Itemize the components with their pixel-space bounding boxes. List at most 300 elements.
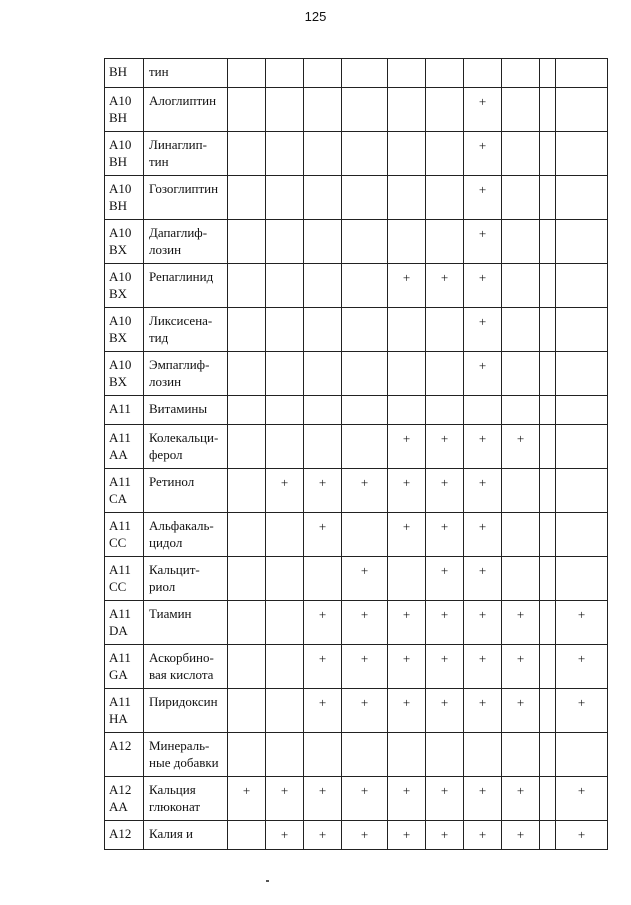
mark-cell: + bbox=[304, 469, 342, 513]
mark-cell bbox=[266, 59, 304, 88]
atc-code-line: A10 bbox=[109, 181, 132, 196]
drug-name-line: тин bbox=[149, 154, 169, 169]
drug-name-line: Дапаглиф- bbox=[149, 225, 208, 240]
mark-cell: + bbox=[426, 425, 464, 469]
mark-cell: + bbox=[426, 264, 464, 308]
table-row bbox=[105, 425, 608, 469]
table-row bbox=[105, 733, 608, 777]
mark-cell bbox=[388, 59, 426, 88]
atc-code-cell bbox=[105, 220, 144, 264]
atc-code-line: BX bbox=[109, 286, 128, 301]
drug-name-cell bbox=[144, 308, 228, 352]
mark-cell: + bbox=[464, 821, 502, 850]
mark-cell bbox=[388, 88, 426, 132]
drug-name-cell bbox=[144, 396, 228, 425]
mark-cell: + bbox=[464, 88, 502, 132]
mark-cell bbox=[556, 733, 608, 777]
table-row bbox=[105, 821, 608, 850]
table-row bbox=[105, 308, 608, 352]
mark-cell bbox=[266, 645, 304, 689]
table-row bbox=[105, 469, 608, 513]
mark-cell bbox=[266, 308, 304, 352]
drug-name-cell bbox=[144, 264, 228, 308]
mark-cell bbox=[228, 557, 266, 601]
atc-code-line: A10 bbox=[109, 93, 132, 108]
mark-cell bbox=[342, 220, 388, 264]
mark-cell bbox=[540, 220, 556, 264]
mark-cell bbox=[228, 176, 266, 220]
drug-name-line: тид bbox=[149, 330, 169, 345]
mark-cell bbox=[228, 308, 266, 352]
drug-name-line: лозин bbox=[149, 242, 182, 257]
mark-cell bbox=[540, 645, 556, 689]
atc-code-line: A11 bbox=[109, 606, 131, 621]
mark-cell bbox=[304, 308, 342, 352]
mark-cell bbox=[426, 352, 464, 396]
mark-cell bbox=[556, 425, 608, 469]
mark-cell: + bbox=[426, 821, 464, 850]
atc-code-line: BH bbox=[109, 64, 128, 79]
table-row bbox=[105, 264, 608, 308]
atc-code-line: BH bbox=[109, 154, 128, 169]
atc-code-line: A10 bbox=[109, 313, 132, 328]
mark-cell bbox=[304, 425, 342, 469]
drug-name-cell bbox=[144, 59, 228, 88]
mark-cell bbox=[426, 733, 464, 777]
mark-cell bbox=[556, 308, 608, 352]
atc-code-cell bbox=[105, 513, 144, 557]
drug-name-line: Тиамин bbox=[149, 606, 192, 621]
drug-name-line: Кальцит- bbox=[149, 562, 200, 577]
atc-code-line: A11 bbox=[109, 694, 131, 709]
mark-cell bbox=[266, 733, 304, 777]
mark-cell: + bbox=[304, 513, 342, 557]
atc-code-cell bbox=[105, 645, 144, 689]
atc-code-cell bbox=[105, 88, 144, 132]
mark-cell bbox=[556, 264, 608, 308]
mark-cell bbox=[540, 59, 556, 88]
mark-cell bbox=[502, 88, 540, 132]
mark-cell: + bbox=[464, 220, 502, 264]
mark-cell: + bbox=[388, 645, 426, 689]
mark-cell bbox=[228, 352, 266, 396]
mark-cell bbox=[342, 264, 388, 308]
drug-name-line: Алоглиптин bbox=[149, 93, 217, 108]
mark-cell bbox=[388, 352, 426, 396]
mark-cell: + bbox=[502, 777, 540, 821]
mark-cell bbox=[304, 220, 342, 264]
mark-cell bbox=[304, 59, 342, 88]
table-row bbox=[105, 513, 608, 557]
mark-cell: + bbox=[556, 821, 608, 850]
atc-drug-table bbox=[104, 58, 608, 850]
mark-cell bbox=[228, 132, 266, 176]
drug-name-cell bbox=[144, 733, 228, 777]
atc-code-line: A10 bbox=[109, 269, 132, 284]
table-row bbox=[105, 777, 608, 821]
mark-cell bbox=[342, 176, 388, 220]
table-row bbox=[105, 88, 608, 132]
drug-name-line: вая кислота bbox=[149, 667, 214, 682]
mark-cell: + bbox=[228, 777, 266, 821]
mark-cell bbox=[540, 176, 556, 220]
table-row bbox=[105, 689, 608, 733]
atc-code-line: BX bbox=[109, 330, 128, 345]
mark-cell: + bbox=[426, 513, 464, 557]
mark-cell bbox=[228, 601, 266, 645]
mark-cell bbox=[228, 220, 266, 264]
drug-name-line: Репаглинид bbox=[149, 269, 214, 284]
mark-cell: + bbox=[502, 821, 540, 850]
mark-cell bbox=[556, 88, 608, 132]
mark-cell bbox=[540, 733, 556, 777]
drug-name-cell bbox=[144, 352, 228, 396]
mark-cell bbox=[556, 396, 608, 425]
atc-code-cell bbox=[105, 425, 144, 469]
table-row bbox=[105, 176, 608, 220]
mark-cell bbox=[502, 132, 540, 176]
atc-code-cell bbox=[105, 176, 144, 220]
mark-cell bbox=[502, 396, 540, 425]
drug-name-cell bbox=[144, 176, 228, 220]
mark-cell bbox=[342, 59, 388, 88]
mark-cell: + bbox=[464, 132, 502, 176]
drug-name-line: Ретинол bbox=[149, 474, 195, 489]
drug-name-cell bbox=[144, 469, 228, 513]
mark-cell: + bbox=[304, 601, 342, 645]
atc-code-cell bbox=[105, 264, 144, 308]
drug-name-cell bbox=[144, 557, 228, 601]
mark-cell bbox=[426, 396, 464, 425]
mark-cell bbox=[464, 733, 502, 777]
mark-cell bbox=[556, 176, 608, 220]
atc-code-cell bbox=[105, 308, 144, 352]
mark-cell: + bbox=[388, 264, 426, 308]
drug-name-cell bbox=[144, 689, 228, 733]
mark-cell bbox=[502, 469, 540, 513]
mark-cell bbox=[540, 469, 556, 513]
mark-cell: + bbox=[388, 469, 426, 513]
mark-cell bbox=[502, 59, 540, 88]
mark-cell bbox=[304, 396, 342, 425]
drug-name-line: Линаглип- bbox=[149, 137, 207, 152]
atc-code-line: A12 bbox=[109, 782, 132, 797]
table-row bbox=[105, 601, 608, 645]
atc-code-line: A11 bbox=[109, 650, 131, 665]
drug-name-line: глюконат bbox=[149, 799, 201, 814]
mark-cell bbox=[388, 396, 426, 425]
mark-cell bbox=[228, 645, 266, 689]
mark-cell bbox=[266, 132, 304, 176]
mark-cell: + bbox=[464, 777, 502, 821]
atc-code-cell bbox=[105, 689, 144, 733]
drug-name-line: цидол bbox=[149, 535, 183, 550]
table-row bbox=[105, 59, 608, 88]
mark-cell bbox=[388, 733, 426, 777]
atc-code-line: GA bbox=[109, 667, 128, 682]
mark-cell bbox=[540, 601, 556, 645]
atc-code-line: A11 bbox=[109, 474, 131, 489]
mark-cell bbox=[540, 557, 556, 601]
mark-cell bbox=[304, 88, 342, 132]
atc-code-line: A11 bbox=[109, 562, 131, 577]
atc-code-line: HA bbox=[109, 711, 128, 726]
mark-cell bbox=[426, 176, 464, 220]
atc-code-line: A11 bbox=[109, 430, 131, 445]
drug-name-line: лозин bbox=[149, 374, 182, 389]
mark-cell bbox=[228, 425, 266, 469]
mark-cell bbox=[266, 220, 304, 264]
mark-cell: + bbox=[266, 777, 304, 821]
drug-name-cell bbox=[144, 601, 228, 645]
mark-cell bbox=[540, 88, 556, 132]
mark-cell bbox=[540, 352, 556, 396]
mark-cell: + bbox=[464, 645, 502, 689]
mark-cell: + bbox=[342, 469, 388, 513]
mark-cell bbox=[388, 176, 426, 220]
mark-cell: + bbox=[342, 601, 388, 645]
atc-code-cell bbox=[105, 601, 144, 645]
atc-code-line: CC bbox=[109, 535, 127, 550]
mark-cell: + bbox=[464, 425, 502, 469]
atc-code-line: A10 bbox=[109, 225, 132, 240]
atc-code-line: A11 bbox=[109, 401, 131, 416]
mark-cell bbox=[266, 557, 304, 601]
mark-cell bbox=[502, 733, 540, 777]
drug-name-line: Витамины bbox=[149, 401, 208, 416]
mark-cell bbox=[266, 352, 304, 396]
mark-cell bbox=[540, 308, 556, 352]
mark-cell bbox=[228, 689, 266, 733]
mark-cell: + bbox=[502, 601, 540, 645]
drug-name-line: риол bbox=[149, 579, 176, 594]
mark-cell: + bbox=[426, 689, 464, 733]
mark-cell: + bbox=[304, 689, 342, 733]
table-row bbox=[105, 557, 608, 601]
mark-cell bbox=[304, 176, 342, 220]
drug-name-line: Минераль- bbox=[149, 738, 210, 753]
mark-cell bbox=[228, 821, 266, 850]
mark-cell: + bbox=[556, 689, 608, 733]
mark-cell bbox=[342, 513, 388, 557]
mark-cell: + bbox=[464, 513, 502, 557]
mark-cell bbox=[388, 308, 426, 352]
mark-cell: + bbox=[426, 557, 464, 601]
mark-cell bbox=[426, 220, 464, 264]
mark-cell: + bbox=[342, 821, 388, 850]
mark-cell: + bbox=[388, 689, 426, 733]
mark-cell bbox=[304, 132, 342, 176]
mark-cell bbox=[266, 88, 304, 132]
drug-name-cell bbox=[144, 513, 228, 557]
atc-code-line: AA bbox=[109, 799, 128, 814]
mark-cell bbox=[228, 88, 266, 132]
atc-code-line: AA bbox=[109, 447, 128, 462]
mark-cell bbox=[464, 396, 502, 425]
table-row bbox=[105, 645, 608, 689]
mark-cell bbox=[228, 264, 266, 308]
atc-code-line: A12 bbox=[109, 826, 132, 841]
atc-code-line: A10 bbox=[109, 137, 132, 152]
drug-name-cell bbox=[144, 821, 228, 850]
drug-name-cell bbox=[144, 220, 228, 264]
mark-cell: + bbox=[502, 689, 540, 733]
drug-name-line: Аскорбино- bbox=[149, 650, 214, 665]
mark-cell: + bbox=[388, 425, 426, 469]
mark-cell bbox=[540, 425, 556, 469]
mark-cell bbox=[556, 220, 608, 264]
mark-cell bbox=[540, 821, 556, 850]
drug-name-line: Пиридоксин bbox=[149, 694, 218, 709]
mark-cell: + bbox=[464, 601, 502, 645]
atc-code-cell bbox=[105, 777, 144, 821]
mark-cell bbox=[228, 513, 266, 557]
table-row bbox=[105, 396, 608, 425]
drug-name-cell bbox=[144, 777, 228, 821]
mark-cell bbox=[540, 396, 556, 425]
drug-name-line: Калия и bbox=[149, 826, 194, 841]
mark-cell bbox=[502, 557, 540, 601]
mark-cell bbox=[556, 352, 608, 396]
table-body bbox=[105, 59, 608, 850]
page-number: 125 bbox=[304, 9, 327, 24]
mark-cell: + bbox=[502, 645, 540, 689]
atc-code-line: A11 bbox=[109, 518, 131, 533]
mark-cell bbox=[342, 396, 388, 425]
drug-name-line: Колекальци- bbox=[149, 430, 219, 445]
mark-cell bbox=[304, 264, 342, 308]
mark-cell bbox=[388, 132, 426, 176]
mark-cell bbox=[502, 308, 540, 352]
drug-name-line: ные добавки bbox=[149, 755, 219, 770]
atc-code-cell bbox=[105, 132, 144, 176]
atc-code-cell bbox=[105, 396, 144, 425]
drug-name-line: Гозоглиптин bbox=[149, 181, 219, 196]
mark-cell: + bbox=[342, 557, 388, 601]
mark-cell: + bbox=[464, 469, 502, 513]
mark-cell: + bbox=[426, 645, 464, 689]
mark-cell bbox=[228, 733, 266, 777]
mark-cell: + bbox=[266, 821, 304, 850]
mark-cell bbox=[342, 733, 388, 777]
mark-cell bbox=[502, 513, 540, 557]
mark-cell bbox=[266, 264, 304, 308]
mark-cell: + bbox=[266, 469, 304, 513]
mark-cell: + bbox=[342, 777, 388, 821]
mark-cell bbox=[342, 88, 388, 132]
mark-cell bbox=[304, 557, 342, 601]
atc-code-cell bbox=[105, 557, 144, 601]
atc-code-line: BX bbox=[109, 242, 128, 257]
mark-cell: + bbox=[388, 601, 426, 645]
mark-cell: + bbox=[464, 176, 502, 220]
mark-cell bbox=[502, 264, 540, 308]
atc-code-line: BH bbox=[109, 198, 128, 213]
drug-name-cell bbox=[144, 425, 228, 469]
mark-cell: + bbox=[426, 601, 464, 645]
mark-cell: + bbox=[342, 689, 388, 733]
mark-cell bbox=[464, 59, 502, 88]
mark-cell: + bbox=[556, 777, 608, 821]
drug-name-cell bbox=[144, 645, 228, 689]
mark-cell: + bbox=[304, 645, 342, 689]
drug-name-cell bbox=[144, 132, 228, 176]
mark-cell bbox=[556, 469, 608, 513]
drug-name-line: Ликсисена- bbox=[149, 313, 213, 328]
mark-cell bbox=[342, 308, 388, 352]
mark-cell bbox=[228, 396, 266, 425]
mark-cell bbox=[540, 513, 556, 557]
mark-cell: + bbox=[388, 513, 426, 557]
mark-cell bbox=[426, 88, 464, 132]
mark-cell bbox=[266, 176, 304, 220]
mark-cell: + bbox=[464, 557, 502, 601]
drug-name-cell bbox=[144, 88, 228, 132]
mark-cell bbox=[556, 557, 608, 601]
atc-code-line: BX bbox=[109, 374, 128, 389]
mark-cell bbox=[540, 132, 556, 176]
mark-cell bbox=[266, 689, 304, 733]
mark-cell bbox=[502, 352, 540, 396]
mark-cell: + bbox=[388, 777, 426, 821]
atc-code-line: CA bbox=[109, 491, 128, 506]
mark-cell bbox=[556, 132, 608, 176]
mark-cell bbox=[540, 264, 556, 308]
mark-cell bbox=[426, 308, 464, 352]
scan-dot bbox=[266, 880, 269, 882]
drug-name-line: Эмпаглиф- bbox=[149, 357, 210, 372]
mark-cell bbox=[540, 689, 556, 733]
mark-cell bbox=[266, 396, 304, 425]
mark-cell bbox=[342, 352, 388, 396]
mark-cell: + bbox=[388, 821, 426, 850]
atc-code-line: A12 bbox=[109, 738, 132, 753]
mark-cell: + bbox=[342, 645, 388, 689]
mark-cell bbox=[342, 425, 388, 469]
mark-cell bbox=[228, 59, 266, 88]
mark-cell: + bbox=[556, 601, 608, 645]
mark-cell bbox=[556, 59, 608, 88]
mark-cell bbox=[304, 352, 342, 396]
mark-cell: + bbox=[502, 425, 540, 469]
atc-code-line: A10 bbox=[109, 357, 132, 372]
mark-cell: + bbox=[464, 264, 502, 308]
mark-cell bbox=[266, 513, 304, 557]
atc-code-cell bbox=[105, 733, 144, 777]
atc-code-line: DA bbox=[109, 623, 128, 638]
mark-cell: + bbox=[426, 469, 464, 513]
mark-cell bbox=[342, 132, 388, 176]
mark-cell bbox=[556, 513, 608, 557]
table-row bbox=[105, 220, 608, 264]
atc-code-line: CC bbox=[109, 579, 127, 594]
mark-cell bbox=[228, 469, 266, 513]
mark-cell bbox=[266, 601, 304, 645]
mark-cell bbox=[388, 557, 426, 601]
mark-cell: + bbox=[556, 645, 608, 689]
atc-code-line: BH bbox=[109, 110, 128, 125]
table-row bbox=[105, 352, 608, 396]
mark-cell: + bbox=[304, 821, 342, 850]
mark-cell bbox=[502, 176, 540, 220]
mark-cell bbox=[540, 777, 556, 821]
atc-code-cell bbox=[105, 469, 144, 513]
drug-name-line: ферол bbox=[149, 447, 183, 462]
mark-cell: + bbox=[464, 689, 502, 733]
atc-code-cell bbox=[105, 59, 144, 88]
atc-code-cell bbox=[105, 821, 144, 850]
table-row bbox=[105, 132, 608, 176]
